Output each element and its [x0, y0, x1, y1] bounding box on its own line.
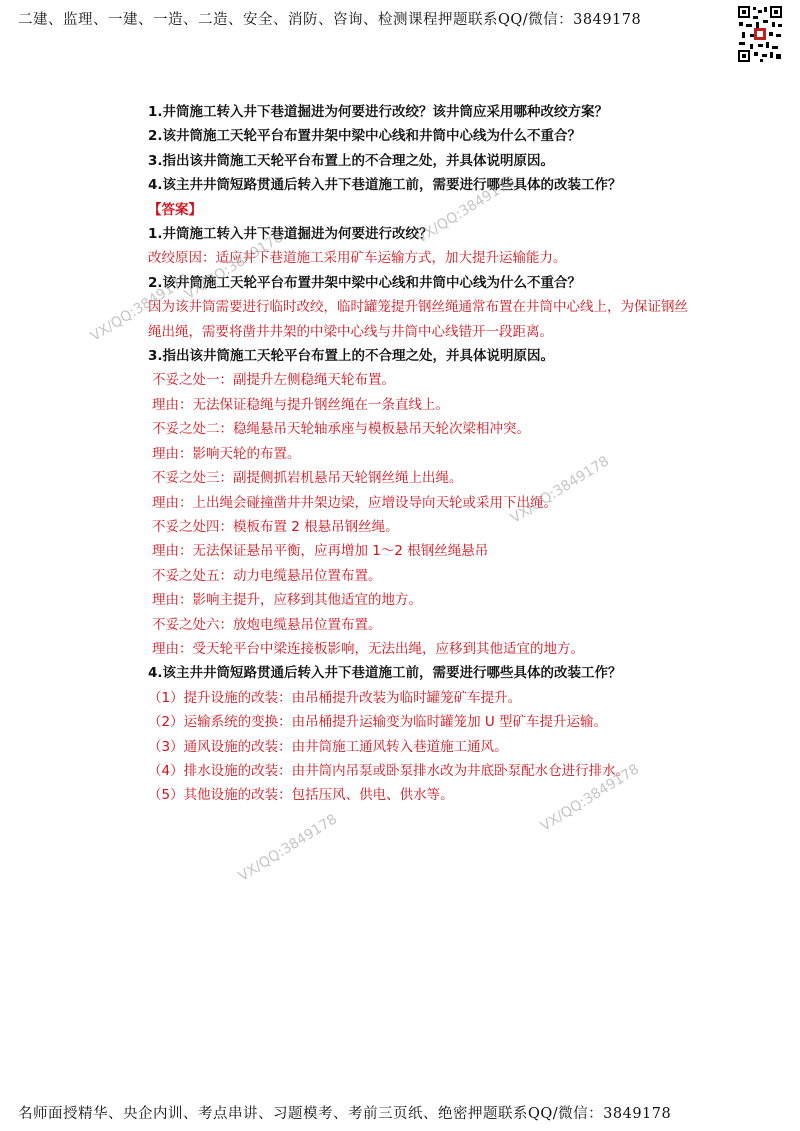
- answer-question-4: 4.该主井井筒短路贯通后转入井下巷道施工前，需要进行哪些具体的改装工作？: [148, 665, 622, 682]
- answer-4-item: （5）其他设施的改装：包括压风、供电、供水等。: [148, 787, 454, 804]
- answer-2: 因为该井筒需要进行临时改绞，临时罐笼提升钢丝绳通常布置在井筒中心线上，为保证钢丝绳出绳，需要将凿井井架的中梁中心线与井筒中心线错开一段距离。: [148, 299, 688, 340]
- answer-question-2: 2.该井筒施工天轮平台布置井架中梁中心线和井筒中心线为什么不重合？: [148, 274, 582, 291]
- question-2: 2.该井筒施工天轮平台布置井架中梁中心线和井筒中心线为什么不重合？: [148, 128, 582, 145]
- answer-question-1: 1.井筒施工转入井下巷道掘进为何要进行改绞？: [148, 226, 433, 243]
- answer-3-item: 理由：受天轮平台中梁连接板影响，无法出绳，应移到其他适宜的地方。: [152, 640, 584, 657]
- answer-3-item: 不妥之处四：模板布置 2 根悬吊钢丝绳。: [152, 518, 399, 535]
- watermark: VX/QQ:3849178: [413, 173, 519, 247]
- watermark: VX/QQ:3849178: [87, 271, 193, 345]
- page-footer: 名师面授精华、央企内训、考点串讲、习题模考、考前三页纸、绝密押题联系QQ/微信：3849178: [18, 1106, 672, 1122]
- answer-3-item: 不妥之处一：副提升左侧稳绳天轮布置。: [152, 372, 395, 389]
- answer-3-item: 理由：影响主提升，应移到其他适宜的地方。: [152, 592, 422, 609]
- answer-question-3: 3.指出该井筒施工天轮平台布置上的不合理之处，并具体说明原因。: [148, 348, 555, 365]
- watermark: VX/QQ:3849178: [507, 453, 613, 527]
- answer-3-item: 理由：无法保证稳绳与提升钢丝绳在一条直线上。: [152, 396, 449, 413]
- answer-4-item: （3）通风设施的改装：由井筒施工通风转入巷道施工通风。: [148, 738, 508, 755]
- answer-1: 改绞原因：适应井下巷道施工采用矿车运输方式，加大提升运输能力。: [148, 250, 567, 267]
- watermark: VX/QQ:3849178: [181, 229, 287, 303]
- header-text: 二建、监理、一建、一造、二造、安全、消防、咨询、检测课程押题联系QQ/微信：3849178: [18, 12, 642, 28]
- watermark: VX/QQ:3849178: [537, 761, 643, 835]
- question-1: 1.井筒施工转入井下巷道掘进为何要进行改绞？该井筒应采用哪种改绞方案？: [148, 104, 609, 120]
- answer-3-item: 理由：无法保证悬吊平衡，应再增加 1～2 根钢丝绳悬吊: [152, 543, 489, 560]
- answer-3-item: 不妥之处五：动力电缆悬吊位置布置。: [152, 567, 382, 584]
- qr-code-icon: [736, 4, 784, 64]
- watermark: VX/QQ:3849178: [235, 811, 341, 885]
- answer-4-item: （4）排水设施的改装：由井筒内吊泵或卧泵排水改为井底卧泵配水仓进行排水。: [148, 762, 630, 779]
- question-3: 3.指出该井筒施工天轮平台布置上的不合理之处，并具体说明原因。: [148, 152, 555, 169]
- document-body: [148, 100, 688, 808]
- answer-3-item: 理由：上出绳会碰撞凿井井架边梁，应增设导向天轮或采用下出绳。: [152, 494, 557, 511]
- answer-3-item: 理由：影响天轮的布置。: [152, 445, 301, 462]
- question-4: 4.该主井井筒短路贯通后转入井下巷道施工前，需要进行哪些具体的改装工作？: [148, 177, 622, 194]
- answer-heading: 【答案】: [148, 201, 202, 218]
- answer-4-item: （2）运输系统的变换：由吊桶提升运输变为临时罐笼加 U 型矿车提升运输。: [148, 714, 608, 731]
- answer-3-item: 不妥之处二：稳绳悬吊天轮轴承座与模板悬吊天轮次梁相冲突。: [152, 421, 530, 438]
- answer-3-item: 不妥之处六：放炮电缆悬吊位置布置。: [152, 616, 382, 633]
- answer-4-item: （1）提升设施的改装：由吊桶提升改装为临时罐笼矿车提升。: [148, 689, 522, 706]
- answer-3-item: 不妥之处三：副提侧抓岩机悬吊天轮钢丝绳上出绳。: [152, 470, 463, 487]
- page-header: [0, 0, 800, 40]
